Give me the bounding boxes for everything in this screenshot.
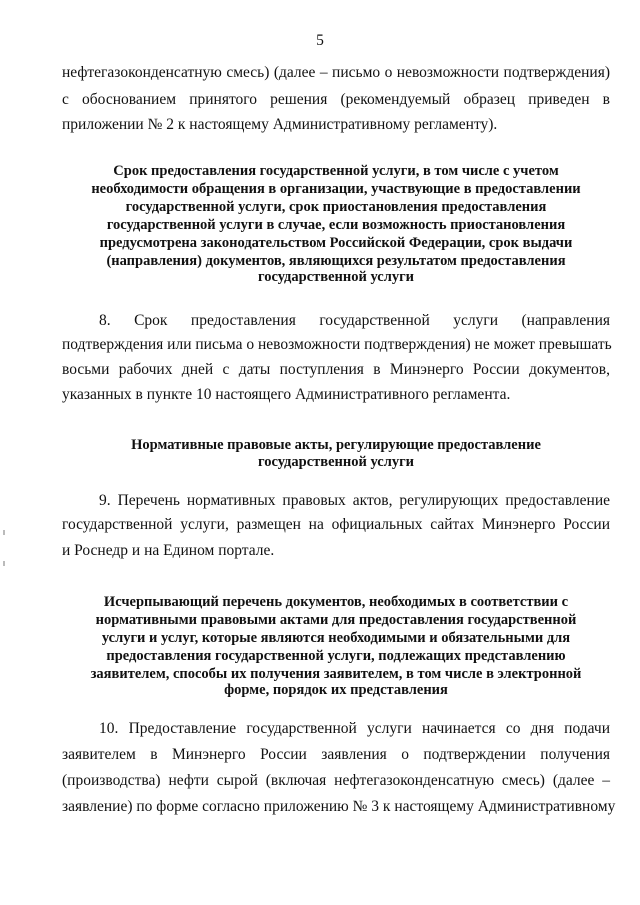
text-line: подтверждения или письма о невозможности подтверждения) не может превышать xyxy=(62,336,612,353)
heading-line: форме, порядок их представления xyxy=(224,682,448,698)
heading-line: государственной услуги xyxy=(257,454,415,470)
text-line: и Роснедр и на Едином портале. xyxy=(62,542,275,559)
heading-line: государственной услуги в случае, если возможность приостановления xyxy=(106,217,566,233)
heading-line: предоставления государственной услуги, подлежащих представлению xyxy=(106,648,566,664)
text-line: с обоснованием принятого решения (рекомендуемый образец приведен в xyxy=(62,91,610,108)
heading-line: Срок предоставления государственной услуги, в том числе с учетом xyxy=(113,163,559,179)
scan-artifact xyxy=(3,530,5,535)
heading-line: услуги и услуг, которые являются необходимыми и обязательными для xyxy=(101,630,571,646)
heading-line: Нормативные правовые акты, регулирующие предоставление xyxy=(131,437,541,453)
text-line: заявителем в Минэнерго России заявления о подтверждении получения xyxy=(62,746,610,763)
page-number: 5 xyxy=(316,32,324,49)
heading-line: государственной услуги xyxy=(257,269,415,285)
heading-line: необходимости обращения в организации, участвующие в предоставлении xyxy=(91,181,581,197)
heading-line: (направления) документов, являющихся результатом предоставления xyxy=(106,253,566,269)
text-line: заявление) по форме согласно приложению № 3 к настоящему Административному xyxy=(62,798,616,815)
text-line: 9. Перечень нормативных правовых актов, регулирующих предоставление xyxy=(99,492,610,509)
text-line: восьми рабочих дней с даты поступления в Минэнерго России документов, xyxy=(62,361,610,378)
heading-line: нормативными правовыми актами для предоставления государственной xyxy=(95,612,577,628)
text-line: приложении № 2 к настоящему Административному регламенту). xyxy=(62,116,498,133)
heading-line: предусмотрена законодательством Российской Федерации, срок выдачи xyxy=(99,235,573,251)
text-line: нефтегазоконденсатную смесь) (далее – письмо о невозможности подтверждения) xyxy=(62,64,610,81)
text-line: государственной услуги, размещен на официальных сайтах Минэнерго России xyxy=(62,516,610,533)
heading-line: заявителем, способы их получения заявителем, в том числе в электронной xyxy=(90,666,582,682)
heading-line: государственной услуги, срок приостановления предоставления xyxy=(125,199,547,215)
text-line: 10. Предоставление государственной услуги начинается со дня подачи xyxy=(99,720,610,737)
text-line: (производства) нефти сырой (включая нефтегазоконденсатную смесь) (далее – xyxy=(62,772,610,789)
scan-artifact xyxy=(3,561,5,566)
text-line: 8. Срок предоставления государственной услуги (направления xyxy=(99,312,610,329)
heading-line: Исчерпывающий перечень документов, необходимых в соответствии с xyxy=(103,594,569,610)
text-line: указанных в пункте 10 настоящего Административного регламента. xyxy=(62,386,511,403)
